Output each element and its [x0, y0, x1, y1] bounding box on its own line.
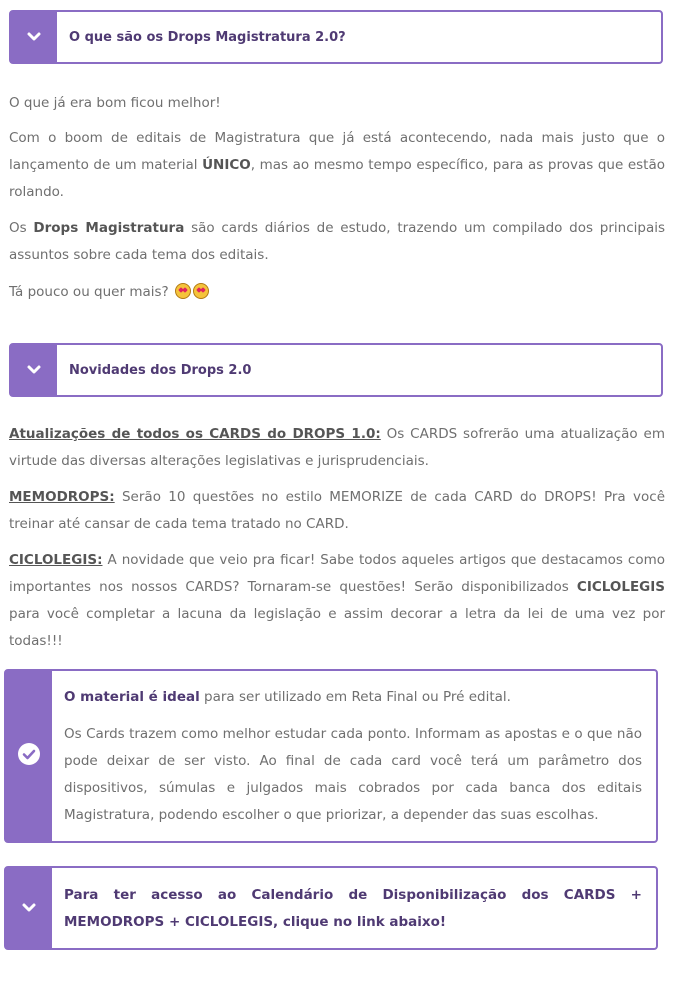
star-struck-emoji — [193, 283, 209, 299]
accordion-title: Novidades dos Drops 2.0 — [69, 362, 252, 378]
accordion-title: O que são os Drops Magistratura 2.0? — [69, 29, 346, 45]
chevron-down-icon — [26, 361, 42, 380]
calendar-access-text: Para ter acesso ao Calendário de Disponibilização dos CARDS + MEMODROPS + CICLOLEGIS, clique no link abaixo! — [64, 887, 642, 930]
star-struck-emoji — [175, 283, 191, 299]
check-circle-icon — [17, 742, 41, 770]
news-item-ciclolegis: CICLOLEGIS: A novidade que veio pra ficar! Sabe todos aqueles artigos que destacamos como importantes nos nossos CARDS? Tornaram-se questões! Serão disponibilizados CICLOLEGIS para você completar a lacuna da legislação e assim decorar a letra da lei de uma vez por todas!!! — [9, 552, 665, 649]
news-item-memodrops: MEMODROPS: Serão 10 questões no estilo MEMORIZE de cada CARD do DROPS! Pra você treinar até cansar de cada tema tratado no CARD. — [9, 489, 665, 532]
accordion-toggle[interactable] — [11, 12, 57, 62]
calendar-access-box[interactable] — [4, 866, 658, 950]
bold-text: Drops Magistratura — [33, 220, 185, 236]
bold-text: CICLOLEGIS — [576, 579, 665, 595]
news-label: MEMODROPS: — [9, 489, 115, 505]
intro-paragraph-1: O que já era bom ficou melhor! — [9, 95, 221, 111]
news-label: CICLOLEGIS: — [9, 552, 103, 568]
ideal-paragraph-1: O material é ideal para ser utilizado em Reta Final ou Pré edital. — [64, 689, 511, 705]
intro-paragraph-2: Com o boom de editais de Magistratura que já está acontecendo, nada mais justo que o lançamento de um material ÚNICO, mas ao mesmo tempo específico, para as provas que estão rolando. — [9, 130, 666, 200]
news-item-updates: Atualizações de todos os CARDS do DROPS 1.0: Os CARDS sofrerão uma atualização em virtude das diversas alterações legislativas e jurisprudenciais. — [9, 426, 666, 469]
accordion-novidades[interactable] — [9, 343, 663, 397]
accordion-drops-info[interactable] — [9, 10, 663, 64]
intro-paragraph-4: Tá pouco ou quer mais? — [9, 279, 665, 306]
accordion-toggle[interactable] — [6, 868, 52, 948]
intro-paragraph-3: Os Drops Magistratura são cards diários de estudo, trazendo um compilado dos principais assuntos sobre cada tema dos editais. — [9, 220, 665, 263]
ideal-paragraph-2: Os Cards trazem como melhor estudar cada ponto. Informam as apostas e o que não pode deixar de ser visto. Ao final de cada card você terá um parâmetro dos dispositivos, súmulas e julgados mais cobrados por cada banca dos editais Magistratura, podendo escolher o que priorizar, a depender das suas escolhas. — [64, 726, 642, 823]
news-label: Atualizações de todos os CARDS do DROPS 1.0: — [9, 426, 381, 442]
accordion-toggle[interactable] — [11, 345, 57, 395]
bold-text: ÚNICO — [202, 157, 251, 173]
ideal-material-box — [4, 669, 658, 843]
chevron-down-icon — [21, 899, 37, 918]
chevron-down-icon — [26, 28, 42, 47]
